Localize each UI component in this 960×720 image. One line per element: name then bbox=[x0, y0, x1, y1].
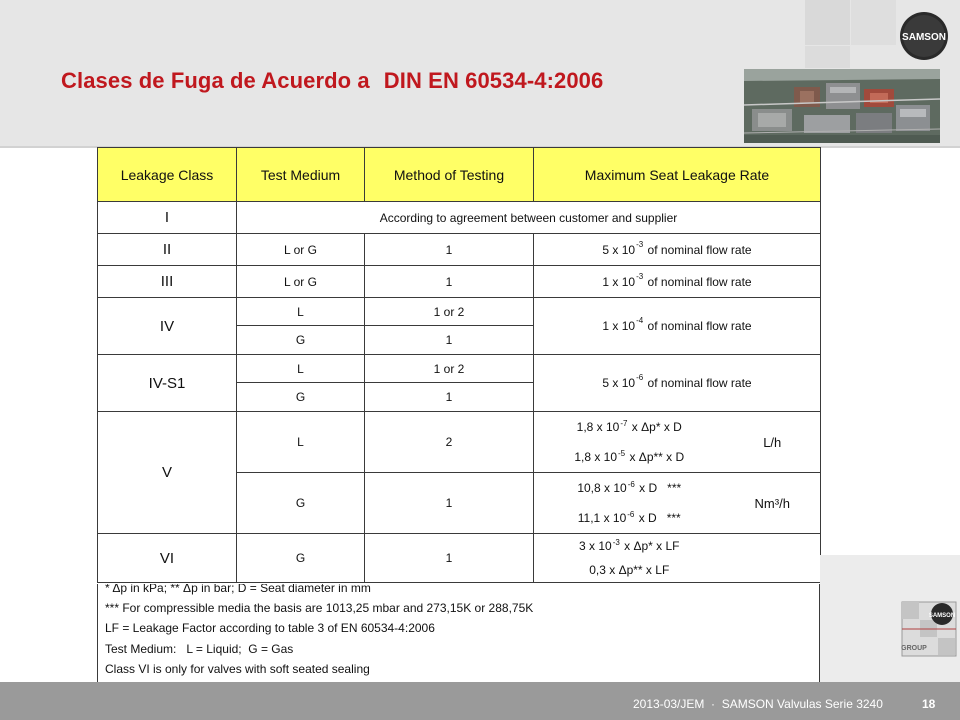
group-logo-brand: SAMSON bbox=[928, 613, 956, 619]
footnote: *** For compressible media the basis are 1013,25 mbar and 273,15K or 288,75K bbox=[105, 601, 534, 616]
rate-exponent: -4 bbox=[636, 316, 644, 325]
formula-line bbox=[534, 442, 725, 472]
rate-suffix: of nominal flow rate bbox=[644, 242, 752, 257]
rate-exponent: -3 bbox=[636, 271, 644, 281]
formula-base: 11,1 x 10 bbox=[577, 511, 627, 525]
table-row bbox=[98, 266, 821, 298]
page-title bbox=[61, 68, 603, 94]
table-row bbox=[98, 534, 821, 583]
formula-exponent: -7 bbox=[620, 419, 628, 428]
formula-suffix: x D *** bbox=[635, 511, 681, 525]
method-cell: 1 bbox=[365, 266, 534, 298]
rate-suffix: of nominal flow rate bbox=[644, 376, 752, 390]
samson-logo bbox=[898, 10, 950, 62]
formula-suffix: x Δp* x LF bbox=[620, 539, 680, 553]
formula-exponent: -6 bbox=[627, 480, 635, 489]
test-medium-cell: G bbox=[237, 534, 365, 583]
leakage-class-cell: IV-S1 bbox=[98, 355, 237, 412]
table-header-row bbox=[98, 148, 821, 202]
method-cell: 1 bbox=[365, 473, 534, 534]
formula-exponent: -6 bbox=[627, 510, 635, 519]
test-medium-cell: G bbox=[237, 473, 365, 534]
method-cell: 1 bbox=[365, 383, 534, 412]
rate-suffix: of nominal flow rate bbox=[644, 274, 752, 289]
method-cell: 1 bbox=[365, 234, 534, 266]
leakage-formula-cell bbox=[534, 412, 725, 473]
leakage-class-cell: VI bbox=[98, 534, 237, 583]
footnotes-box bbox=[97, 584, 820, 684]
formula-base: 1,8 x 10 bbox=[576, 420, 620, 434]
footer-text: 2013-03/JEM · SAMSON Valvulas Serie 3240 bbox=[633, 697, 883, 711]
leakage-rate-cell bbox=[534, 355, 821, 412]
table-row bbox=[98, 298, 821, 326]
leakage-class-cell: I bbox=[98, 202, 237, 234]
method-cell: 1 bbox=[365, 534, 534, 583]
leakage-class-cell: V bbox=[98, 412, 237, 534]
col-header-method-of-testing: Method of Testing bbox=[365, 148, 534, 202]
logo-text: SAMSON bbox=[902, 32, 946, 43]
footnote: LF = Leakage Factor according to table 3 of EN 60534-4:2006 bbox=[105, 621, 435, 636]
rate-base: 1 x 10 bbox=[602, 319, 636, 333]
formula-line bbox=[534, 503, 725, 533]
test-medium-cell: G bbox=[237, 383, 365, 412]
leakage-class-cell: IV bbox=[98, 298, 237, 355]
rate-suffix: of nominal flow rate bbox=[644, 319, 752, 333]
test-medium-cell: L bbox=[237, 355, 365, 383]
factory-aerial-photo bbox=[744, 69, 940, 143]
test-medium-cell: L or G bbox=[237, 234, 365, 266]
formula-suffix: x D *** bbox=[635, 481, 682, 495]
unit-cell: Nm³/h bbox=[725, 473, 821, 534]
leakage-rate-cell bbox=[534, 266, 821, 298]
leakage-formula-cell bbox=[534, 473, 725, 534]
leakage-class-cell: II bbox=[98, 234, 237, 266]
rate-exponent: -3 bbox=[636, 239, 644, 249]
rate-exponent: -6 bbox=[636, 373, 644, 382]
method-cell: 1 or 2 bbox=[365, 298, 534, 326]
leakage-class-table bbox=[97, 147, 821, 583]
footnote: Test Medium: L = Liquid; G = Gas bbox=[105, 641, 294, 656]
rate-base: 5 x 10 bbox=[602, 376, 636, 390]
table-row bbox=[98, 202, 821, 234]
formula-line bbox=[534, 534, 725, 558]
formula-suffix: x Δp** x D bbox=[626, 450, 685, 464]
formula-exponent: -5 bbox=[618, 449, 626, 458]
group-logo-label: GROUP bbox=[901, 645, 927, 652]
rate-base: 1 x 10 bbox=[602, 274, 636, 289]
formula-line bbox=[534, 412, 725, 442]
footnote: Class VI is only for valves with soft seated sealing bbox=[105, 661, 370, 676]
formula-exponent: -3 bbox=[612, 538, 620, 547]
test-medium-cell: G bbox=[237, 326, 365, 355]
rate-base: 5 x 10 bbox=[602, 242, 636, 257]
formula-suffix: x Δp* x D bbox=[628, 420, 682, 434]
samson-group-logo bbox=[900, 600, 958, 658]
formula-line bbox=[534, 473, 725, 503]
col-header-test-medium: Test Medium bbox=[237, 148, 365, 202]
unit-cell: L/h bbox=[725, 412, 821, 473]
method-cell: 1 bbox=[365, 326, 534, 355]
method-cell: 1 or 2 bbox=[365, 355, 534, 383]
empty-unit-cell bbox=[725, 534, 821, 583]
header-tile bbox=[805, 0, 850, 45]
test-medium-cell: L or G bbox=[237, 266, 365, 298]
footnote: * Δp in kPa; ** Δp in bar; D = Seat diameter in mm bbox=[105, 584, 371, 595]
leakage-class-cell: III bbox=[98, 266, 237, 298]
formula-base: 10,8 x 10 bbox=[577, 481, 627, 495]
title-part-1: Clases de Fuga de Acuerdo a bbox=[61, 68, 370, 93]
header-tile bbox=[851, 0, 896, 45]
leakage-rate-cell bbox=[534, 234, 821, 266]
formula-base: 1,8 x 10 bbox=[574, 450, 618, 464]
method-cell: 2 bbox=[365, 412, 534, 473]
test-medium-cell: L bbox=[237, 412, 365, 473]
agreement-cell: According to agreement between customer and supplier bbox=[237, 202, 821, 234]
table-row bbox=[98, 234, 821, 266]
table-row bbox=[98, 355, 821, 383]
leakage-formula-cell bbox=[534, 534, 725, 583]
title-part-2: DIN EN 60534-4:2006 bbox=[383, 68, 604, 93]
col-header-leakage-class: Leakage Class bbox=[98, 148, 237, 202]
formula-line: 0,3 x Δp** x LF bbox=[589, 563, 670, 577]
page-number: 18 bbox=[922, 697, 936, 711]
table-row bbox=[98, 412, 821, 473]
test-medium-cell: L bbox=[237, 298, 365, 326]
formula-base: 3 x 10 bbox=[578, 539, 612, 553]
header-tile bbox=[805, 46, 850, 68]
leakage-rate-cell bbox=[534, 298, 821, 355]
col-header-max-seat-leakage-rate: Maximum Seat Leakage Rate bbox=[534, 148, 821, 202]
